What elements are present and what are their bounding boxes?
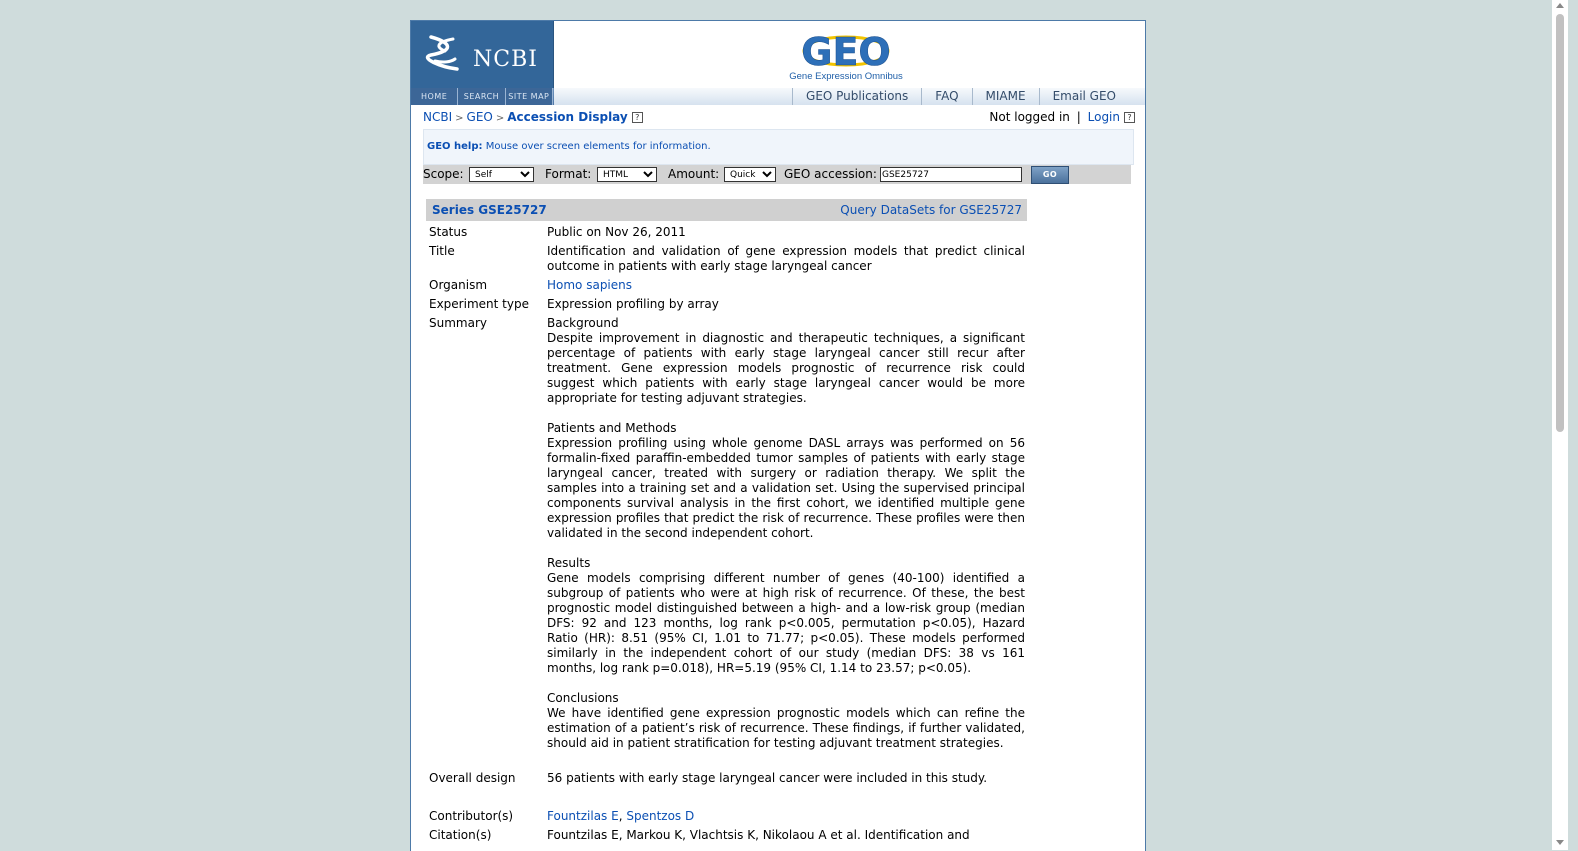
login-area <box>989 110 1135 124</box>
accession-form <box>423 165 1131 184</box>
breadcrumb <box>423 110 643 124</box>
accession-input[interactable] <box>880 167 1022 182</box>
summary-methods-heading: Patients and Methods <box>547 421 677 435</box>
breadcrumb-separator: > <box>495 113 505 124</box>
scrollbar-thumb[interactable] <box>1556 14 1564 432</box>
ncbi-tabs <box>411 88 553 105</box>
experiment-type-label: Experiment type <box>429 297 529 311</box>
scope-label: Scope: <box>423 167 464 181</box>
go-button[interactable]: GO <box>1031 166 1069 184</box>
scroll-down-arrow-icon[interactable] <box>1556 840 1564 845</box>
contributors-value <box>547 809 1025 824</box>
format-label: Format: <box>545 167 592 181</box>
nav-site-map[interactable]: SITE MAP <box>506 88 553 105</box>
accession-label: GEO accession: <box>784 167 877 181</box>
summary-conclusions-text: We have identified gene expression prognostic models which can refine the estimation of a patient’s risk of recurrence. These findings, if further validated, should aid in patient stratification for testing adjuvant treatment strategies. <box>547 706 1025 750</box>
summary-conclusions-heading: Conclusions <box>547 691 619 705</box>
contributor-link[interactable]: Fountzilas E <box>547 809 619 823</box>
overall-design-label: Overall design <box>429 771 516 785</box>
citation-value: Fountzilas E, Markou K, Vlachtsis K, Nikolaou A et al. Identification and <box>547 828 970 842</box>
series-title-link[interactable]: Series GSE25727 <box>432 203 547 217</box>
contributors-label: Contributor(s) <box>429 809 514 823</box>
scope-select[interactable] <box>469 167 534 182</box>
tab-faq[interactable]: FAQ <box>921 88 971 105</box>
breadcrumb-separator: > <box>455 113 464 124</box>
help-question-icon[interactable]: ? <box>632 112 643 123</box>
geo-logo[interactable] <box>781 27 911 87</box>
overall-design-value: 56 patients with early stage laryngeal cancer were included in this study. <box>547 771 988 785</box>
query-datasets-link[interactable]: Query DataSets for GSE25727 <box>840 203 1022 217</box>
tab-miame[interactable]: MIAME <box>972 88 1039 105</box>
nav-search[interactable]: SEARCH <box>458 88 505 105</box>
page-container <box>410 20 1146 851</box>
experiment-type-value: Expression profiling by array <box>547 297 719 311</box>
login-help-icon[interactable]: ? <box>1124 112 1135 123</box>
series-header <box>426 199 1027 221</box>
citation-label: Citation(s) <box>429 828 492 842</box>
title-label: Title <box>429 244 455 258</box>
nav-home[interactable]: HOME <box>411 88 458 105</box>
ncbi-logo-text: NCBI <box>473 47 538 72</box>
vertical-scrollbar[interactable] <box>1552 0 1568 850</box>
help-text: Mouse over screen elements for information. <box>485 141 711 152</box>
summary-value <box>547 316 1025 751</box>
summary-background-text: Despite improvement in diagnostic and therapeutic techniques, a significant percentage of patients with early stage laryngeal cancer still recur after treatment. Gene expression models prognostic of recurrence risk could suggest which patients with early stage laryngeal cancer would be more appropriate for testing adjuvant strategies. <box>547 331 1025 405</box>
tab-geo-publications[interactable]: GEO Publications <box>792 88 921 105</box>
status-label: Status <box>429 225 468 239</box>
ncbi-helix-icon <box>423 33 465 75</box>
login-separator: | <box>1076 110 1081 124</box>
format-select[interactable] <box>597 167 657 182</box>
organism-link[interactable]: Homo sapiens <box>547 278 633 292</box>
geo-tagline: Gene Expression Omnibus <box>789 71 903 82</box>
geo-tabs <box>554 88 1145 105</box>
help-label: GEO help: <box>427 141 483 152</box>
amount-select[interactable] <box>724 167 776 182</box>
geo-help-box <box>423 129 1134 165</box>
title-value: Identification and validation of gene expression models that predict clinical outcome in patients with early stage laryngeal cancer <box>547 244 1025 273</box>
breadcrumb-ncbi[interactable]: NCBI <box>423 110 453 124</box>
breadcrumb-geo[interactable]: GEO <box>466 110 493 124</box>
summary-results-text: Gene models comprising different number of genes (40-100) identified a subgroup of patients who were at high risk of recurrence. Of these, the best prognostic model distinguished between a high- and a low-risk group (median DFS: 92 and 123 months, log rank p<0.005, permutation p<0.05), Hazard Ratio (HR): 8.51 (95% CI, 1.01 to 71.77; p<0.05). These models performed similarly in the independent cohort of our study (median DFS: 38 vs 161 months, log rank p=0.018), HR=5.19 (95% CI, 1.14 to 23.57; p<0.05). <box>547 571 1025 675</box>
scroll-up-arrow-icon[interactable] <box>1556 3 1564 8</box>
summary-results-heading: Results <box>547 556 591 570</box>
navbar <box>411 88 1145 105</box>
login-status: Not logged in <box>989 110 1070 124</box>
summary-methods-text: Expression profiling using whole genome DASL arrays was performed on 56 formalin-fixed paraffin-embedded tumor samples of patients with early stage laryngeal cancer, treated with surgery or radiation therapy. We split the samples into a training set and a validation set. Using the supervised principal components survival analysis in the first cohort, we identified multiple gene expression profiles that predict the risk of recurrence. These profiles were then validated in the second independent cohort. <box>547 436 1025 540</box>
amount-label: Amount: <box>668 167 720 181</box>
geo-logo-text: GEO <box>801 30 891 73</box>
status-value: Public on Nov 26, 2011 <box>547 225 686 239</box>
login-link[interactable]: Login <box>1087 110 1120 124</box>
tab-email-geo[interactable]: Email GEO <box>1039 88 1129 105</box>
ncbi-logo[interactable] <box>411 21 554 88</box>
geo-logo-icon <box>781 27 911 73</box>
organism-label: Organism <box>429 278 488 292</box>
contributors-separator: , <box>618 809 623 823</box>
summary-label: Summary <box>429 316 487 330</box>
summary-background-heading: Background <box>547 316 619 330</box>
contributor-link[interactable]: Spentzos D <box>626 809 695 823</box>
breadcrumb-current: Accession Display <box>507 110 628 124</box>
